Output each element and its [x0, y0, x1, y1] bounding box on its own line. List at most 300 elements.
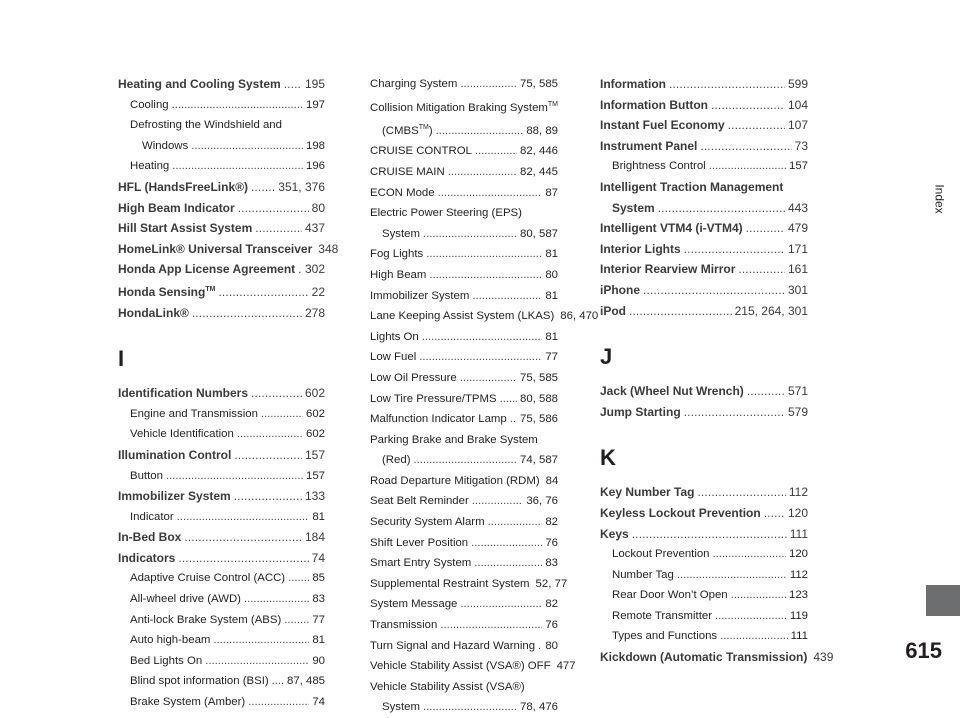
dot-leader — [711, 95, 785, 116]
index-entry-term: Jack (Wheel Nut Wrench) — [600, 384, 744, 399]
dot-leader — [746, 218, 785, 239]
index-entry — [118, 383, 325, 404]
index-entry — [118, 548, 325, 569]
index-entry — [600, 280, 808, 301]
index-entry-term: Vehicle Identification — [130, 428, 234, 441]
index-group-k — [600, 482, 834, 667]
index-entry-pages: 157 — [788, 160, 808, 173]
dot-leader — [731, 585, 786, 606]
index-entry — [358, 656, 576, 677]
index-entry-term: Low Fuel — [370, 351, 417, 364]
index-entry — [600, 544, 808, 565]
index-entry-pages: 104 — [787, 97, 808, 112]
index-entry — [358, 553, 558, 574]
index-entry-term: Kickdown (Automatic Transmission) — [600, 650, 808, 665]
index-entry-term: Transmission — [370, 619, 438, 632]
dot-leader — [438, 183, 543, 204]
dot-leader — [709, 156, 786, 177]
dot-leader — [191, 136, 303, 157]
index-entry — [118, 259, 325, 280]
index-column-2 — [358, 74, 599, 718]
index-entry-term: Turn Signal and Hazard Warning — [370, 639, 536, 652]
dot-leader — [475, 141, 517, 162]
dot-leader — [419, 347, 542, 368]
index-entry — [600, 74, 808, 95]
index-entry-term: Indicators — [118, 550, 176, 565]
index-entry-pages: 80 — [545, 639, 558, 652]
index-entry — [118, 115, 325, 136]
index-entry — [118, 404, 325, 425]
index-entry-term: Smart Entry System — [370, 557, 472, 570]
index-entry — [600, 259, 808, 280]
dot-leader — [697, 482, 785, 503]
index-entry — [118, 239, 339, 260]
index-entry-pages: 36, 76 — [526, 495, 558, 508]
index-entry-term: Illumination Control — [118, 447, 232, 462]
index-entry-term: Instrument Panel — [600, 138, 698, 153]
side-tab — [926, 0, 960, 678]
dot-leader — [251, 383, 302, 404]
index-entry-term: Blind spot information (BSI) — [130, 675, 269, 688]
index-entry-pages: 599 — [787, 77, 808, 91]
index-entry-pages: 74 — [311, 550, 325, 565]
index-entry-term: CRUISE CONTROL — [370, 145, 472, 158]
index-entry — [358, 347, 558, 368]
index-entry-term: Shift Lever Position — [370, 536, 469, 549]
dot-leader — [172, 95, 303, 116]
index-entry — [600, 402, 808, 423]
index-entry-pages: 184 — [304, 530, 325, 545]
dot-leader — [272, 671, 284, 692]
index-entry — [358, 677, 558, 698]
index-entry — [118, 198, 325, 219]
index-entry-term: Fog Lights — [370, 248, 424, 261]
index-entry — [600, 301, 808, 322]
index-entry-pages: 83 — [312, 593, 325, 606]
index-entry-term: Heating and Cooling System — [118, 77, 281, 91]
index-column-1 — [118, 74, 339, 713]
index-entry-term: Remote Transmitter — [612, 609, 713, 622]
index-entry — [118, 589, 325, 610]
section-letter-i: I — [118, 346, 125, 372]
side-tab-marker — [926, 585, 960, 616]
index-entry-pages: 77 — [312, 613, 325, 626]
index-entry-pages: 82 — [545, 598, 558, 611]
index-entry-term: Lane Keeping Assist System (LKAS) — [370, 310, 555, 323]
index-entry-term: Cooling — [130, 98, 169, 111]
dot-leader — [472, 286, 542, 307]
index-entry-pages: 197 — [305, 98, 325, 111]
index-entry-term: System — [382, 227, 420, 240]
index-group-i-continued — [358, 74, 599, 718]
dot-leader — [284, 610, 309, 631]
index-entry-pages: 90 — [312, 654, 325, 667]
index-entry-term: Identification Numbers — [118, 386, 249, 401]
index-entry-pages: 81 — [545, 330, 558, 343]
index-entry-pages: 278 — [304, 305, 325, 320]
index-entry-pages: 120 — [788, 548, 808, 561]
dot-leader — [244, 589, 309, 610]
index-entry — [600, 115, 808, 136]
index-entry-pages: 119 — [789, 609, 808, 622]
index-entry — [358, 203, 558, 224]
index-entry — [358, 306, 599, 327]
index-entry — [118, 445, 325, 466]
side-tab-label: Index — [932, 184, 947, 214]
dot-leader — [440, 615, 542, 636]
index-entry-pages: 602 — [305, 407, 325, 420]
index-entry — [118, 95, 325, 116]
index-entry — [118, 692, 325, 713]
dot-leader — [177, 507, 310, 528]
index-entry-pages: 157 — [304, 447, 325, 462]
index-entry-pages: 215, 264, 301 — [734, 303, 808, 318]
dot-leader — [178, 548, 308, 569]
index-entry-term: Charging System — [370, 78, 458, 90]
dot-leader — [684, 402, 785, 423]
section-letter-j: J — [600, 344, 613, 370]
index-entry — [358, 327, 558, 348]
dot-leader — [738, 259, 785, 280]
index-entry-pages: 133 — [304, 489, 325, 504]
index-entry — [118, 671, 325, 692]
index-entry-pages: 81 — [545, 289, 558, 302]
index-entry — [358, 389, 558, 410]
index-entry — [600, 647, 834, 668]
page-number: 615 — [905, 638, 942, 663]
index-entry-pages: 479 — [787, 221, 808, 236]
dot-leader — [238, 198, 309, 219]
index-entry-pages: 86, 470 — [560, 310, 599, 323]
index-entry — [358, 118, 558, 141]
index-entry-pages: 171 — [787, 241, 808, 256]
dot-leader — [234, 486, 302, 507]
dot-leader — [764, 503, 785, 524]
index-entry — [358, 286, 558, 307]
index-entry — [600, 239, 808, 260]
index-entry-pages: 111 — [789, 526, 808, 541]
index-entry-term: Interior Rearview Mirror — [600, 262, 736, 277]
index-entry-term: System — [382, 701, 420, 714]
dot-leader — [298, 259, 302, 280]
index-entry-pages: 81 — [545, 248, 558, 261]
index-entry-term: Keys — [600, 526, 629, 541]
dot-leader — [713, 544, 786, 565]
index-entry-pages: 76 — [545, 536, 558, 549]
dot-leader — [166, 466, 303, 487]
index-entry-term: Indicator — [130, 510, 174, 523]
index-entry-term: Immobilizer System — [118, 489, 231, 504]
index-entry — [600, 585, 808, 606]
index-entry — [358, 74, 558, 95]
index-entry-term: Anti-lock Brake System (ABS) — [130, 613, 282, 626]
dot-leader — [728, 115, 785, 136]
index-entry-term: System — [612, 200, 655, 215]
dot-leader — [460, 74, 517, 95]
dot-leader — [237, 424, 303, 445]
dot-leader — [423, 224, 517, 245]
index-entry — [118, 424, 325, 445]
index-entry-pages: 75, 585 — [519, 78, 558, 90]
dot-leader — [474, 553, 542, 574]
index-entry — [600, 95, 808, 116]
index-entry-pages: 477 — [556, 660, 576, 673]
index-entry-term: Brightness Control — [612, 160, 706, 173]
index-entry-pages: 196 — [305, 160, 325, 173]
index-entry — [118, 507, 325, 528]
dot-leader — [426, 244, 542, 265]
index-entry-term: Bed Lights On — [130, 654, 203, 667]
index-entry — [118, 610, 325, 631]
index-group-j — [600, 381, 808, 422]
dot-leader — [448, 162, 517, 183]
index-entry-term: Information Button — [600, 97, 708, 112]
index-entry — [118, 651, 325, 672]
dot-leader — [720, 626, 788, 647]
dot-leader — [422, 327, 543, 348]
dot-leader — [632, 524, 787, 545]
index-entry-pages: 82 — [545, 516, 558, 529]
index-entry-term: Hill Start Assist System — [118, 221, 253, 236]
index-entry-pages: 82, 446 — [519, 145, 558, 158]
index-entry-pages: 85 — [312, 572, 325, 585]
index-entry-term: Vehicle Stability Assist (VSA®) — [370, 680, 525, 693]
index-entry-pages: 348 — [318, 241, 339, 256]
index-entry — [358, 162, 558, 183]
index-entry-term: High Beam Indicator — [118, 200, 235, 215]
index-entry — [600, 565, 808, 586]
index-entry — [600, 381, 808, 402]
index-entry-term: (Red) — [382, 454, 411, 467]
index-entry — [118, 527, 325, 548]
index-entry — [358, 636, 558, 657]
index-entry — [358, 512, 558, 533]
index-entry-term: Button — [130, 469, 163, 482]
dot-leader — [747, 381, 785, 402]
index-entry — [600, 136, 808, 157]
index-entry-term: Rear Door Won’t Open — [612, 589, 728, 602]
dot-leader — [218, 282, 308, 303]
index-entry-term: Parking Brake and Brake System — [370, 433, 538, 446]
dot-leader — [500, 389, 517, 410]
index-entry-pages: 81 — [312, 634, 325, 647]
index-entry — [600, 524, 808, 545]
index-entry-term: In-Bed Box — [118, 530, 182, 545]
index-entry-pages: 78, 476 — [519, 701, 558, 714]
dot-leader — [423, 697, 517, 718]
index-entry-pages: 112 — [789, 568, 808, 581]
index-entry — [118, 218, 325, 239]
index-column-3 — [600, 74, 834, 668]
index-group-i-end — [600, 74, 808, 321]
index-entry-term: Adaptive Cruise Control (ACC) — [130, 572, 286, 585]
dot-leader — [261, 404, 303, 425]
index-entry-pages: 73 — [794, 138, 808, 153]
index-entry — [358, 594, 558, 615]
index-entry-term: Types and Functions — [612, 630, 718, 643]
index-entry-pages: 301 — [787, 282, 808, 297]
index-entry — [358, 141, 558, 162]
index-entry-pages: 443 — [787, 200, 808, 215]
dot-leader — [460, 594, 542, 615]
index-entry — [358, 574, 568, 595]
index-entry — [358, 368, 558, 389]
index-entry-pages: 88, 89 — [526, 124, 558, 137]
index-entry-pages: 439 — [813, 650, 834, 665]
index-entry-term: System Message — [370, 598, 458, 611]
index-entry-term: Intelligent Traction Management — [600, 179, 784, 194]
index-entry-pages: 84 — [545, 474, 559, 487]
index-entry-pages: 74, 587 — [519, 454, 558, 467]
index-entry-term: (CMBS™) — [382, 123, 433, 137]
index-entry — [358, 471, 558, 492]
index-entry — [600, 177, 808, 198]
index-entry-term: Malfunction Indicator Lamp — [370, 413, 507, 426]
index-entry — [600, 198, 808, 219]
index-entry — [600, 482, 808, 503]
dot-leader — [643, 280, 785, 301]
index-entry — [118, 466, 325, 487]
index-entry-pages: 77 — [545, 351, 558, 364]
index-entry-term: Road Departure Mitigation (RDM) — [370, 474, 540, 487]
index-entry — [358, 430, 558, 451]
dot-leader — [248, 692, 309, 713]
index-entry — [358, 224, 558, 245]
index-entry-term: All-wheel drive (AWD) — [130, 593, 241, 606]
index-entry-term: HFL (HandsFreeLink®) — [118, 179, 248, 194]
dot-leader — [213, 630, 309, 651]
index-entry — [118, 156, 325, 177]
index-entry-pages: 111 — [790, 630, 808, 643]
index-entry-term: HondaLink® — [118, 305, 189, 320]
index-group-h — [118, 74, 339, 323]
dot-leader — [677, 565, 787, 586]
dot-leader — [669, 74, 785, 95]
index-entry — [118, 177, 325, 198]
index-entry — [118, 280, 325, 303]
index-entry-term: Interior Lights — [600, 241, 681, 256]
index-entry-term: Immobilizer System — [370, 289, 470, 302]
index-entry-pages: 22 — [311, 284, 325, 299]
dot-leader — [205, 651, 309, 672]
index-entry — [600, 503, 808, 524]
index-entry — [358, 491, 558, 512]
index-entry — [600, 606, 808, 627]
index-entry-pages: 80, 587 — [519, 227, 558, 240]
index-entry-pages: 82, 445 — [519, 165, 558, 178]
index-entry-term: Lockout Prevention — [612, 548, 710, 561]
index-entry-pages: 602 — [304, 386, 325, 401]
index-entry-term: Information — [600, 77, 666, 91]
index-entry — [600, 218, 808, 239]
index-entry-pages: 107 — [787, 118, 808, 133]
index-entry-term: Electric Power Steering (EPS) — [370, 207, 522, 220]
index-entry-term: Auto high-beam — [130, 634, 211, 647]
index-entry-term: Low Oil Pressure — [370, 371, 457, 384]
dot-leader — [234, 445, 302, 466]
dot-leader — [288, 568, 309, 589]
index-entry-term: Keyless Lockout Prevention — [600, 505, 761, 520]
dot-leader — [251, 177, 275, 198]
index-entry — [118, 74, 325, 95]
index-entry — [358, 183, 558, 204]
index-entry-pages: 76 — [545, 619, 558, 632]
index-entry-pages: 81 — [312, 510, 325, 523]
dot-leader — [172, 156, 303, 177]
index-entry — [600, 156, 808, 177]
index-entry-term: Brake System (Amber) — [130, 696, 246, 709]
dot-leader — [192, 303, 302, 324]
dot-leader — [284, 74, 302, 95]
dot-leader — [184, 527, 302, 548]
index-entry-pages: 602 — [305, 428, 325, 441]
index-entry-term: Number Tag — [612, 568, 674, 581]
index-entry — [358, 244, 558, 265]
index-entry-pages: 80 — [545, 268, 558, 281]
index-entry-term: Security System Alarm — [370, 516, 485, 529]
index-entry-pages: 112 — [788, 485, 808, 500]
index-entry-term: Engine and Transmission — [130, 407, 258, 420]
index-entry-pages: 87 — [545, 186, 558, 199]
dot-leader — [472, 491, 524, 512]
index-entry — [358, 450, 558, 471]
index-entry-pages: 80 — [311, 200, 325, 215]
index-entry — [118, 303, 325, 324]
index-entry-pages: 74 — [312, 696, 325, 709]
index-entry-pages: 198 — [305, 139, 325, 152]
dot-leader — [684, 239, 785, 260]
section-letter-k: K — [600, 445, 616, 471]
index-entry — [358, 409, 558, 430]
index-entry-term: iPhone — [600, 282, 641, 297]
dot-leader — [413, 450, 517, 471]
index-entry-pages: 75, 585 — [519, 371, 558, 384]
index-entry-pages: 437 — [304, 221, 325, 236]
index-entry-pages: 120 — [787, 505, 808, 520]
index-entry-pages: 52, 77 — [535, 577, 568, 590]
index-entry-term: iPod — [600, 303, 626, 318]
index-entry-term: Honda Sensing™ — [118, 284, 216, 299]
dot-leader — [538, 636, 542, 657]
index-entry-pages: 83 — [545, 557, 558, 570]
index-entry-term: Seat Belt Reminder — [370, 495, 469, 508]
dot-leader — [471, 533, 542, 554]
index-entry-term: Instant Fuel Economy — [600, 118, 725, 133]
index-entry-term: Jump Starting — [600, 404, 681, 419]
index-entry-term: Defrosting the Windshield and — [130, 119, 282, 132]
index-entry-pages: 87, 485 — [286, 675, 325, 688]
dot-leader — [510, 409, 517, 430]
index-entry-pages: 571 — [787, 384, 808, 399]
index-entry-pages: 157 — [305, 469, 325, 482]
index-entry — [358, 95, 558, 118]
dot-leader — [715, 606, 787, 627]
index-entry-term: HomeLink® Universal Transceiver — [118, 241, 313, 256]
index-entry-pages: 80, 588 — [519, 392, 558, 405]
index-entry-term: Honda App License Agreement — [118, 262, 296, 277]
index-entry — [118, 486, 325, 507]
index-entry — [358, 265, 558, 286]
index-entry-pages: 123 — [788, 589, 808, 602]
index-entry-term: Windows — [142, 139, 189, 152]
dot-leader — [658, 198, 785, 219]
index-entry-term: ECON Mode — [370, 186, 435, 199]
dot-leader — [629, 301, 732, 322]
dot-leader — [255, 218, 302, 239]
index-entry-pages: 75, 586 — [519, 413, 558, 426]
index-entry-term: Collision Mitigation Braking System™ — [370, 100, 558, 114]
index-entry-term: Supplemental Restraint System — [370, 577, 530, 590]
